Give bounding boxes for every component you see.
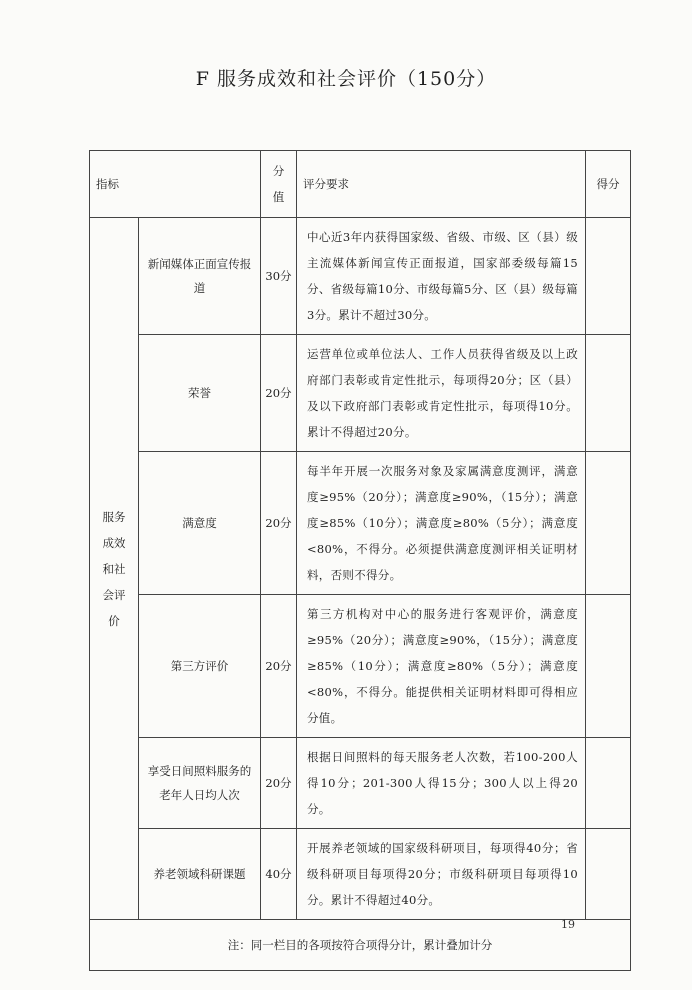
indicator-name: 满意度	[139, 452, 261, 595]
table-row	[90, 218, 631, 335]
note-row	[90, 920, 631, 971]
header-score: 得分	[586, 151, 631, 218]
indicator-points: 40分	[261, 829, 297, 920]
indicator-requirement: 每半年开展一次服务对象及家属满意度测评，满意度≥95%（20分）；满意度≥90%，（15分）；满意度≥85%（10分）；满意度≥80%（5分）；满意度<80%，不得分。必须提供满意度测评相关证明材料，否则不得分。	[297, 452, 586, 595]
indicator-requirement: 运营单位或单位法人、工作人员获得省级及以上政府部门表彰或肯定性批示，每项得20分；区（县）及以下政府部门表彰或肯定性批示，每项得10分。累计不得超过20分。	[297, 335, 586, 452]
indicator-name: 养老领域科研课题	[139, 829, 261, 920]
indicator-name: 享受日间照料服务的老年人日均人次	[139, 738, 261, 829]
score-cell[interactable]	[586, 452, 631, 595]
score-cell[interactable]	[586, 595, 631, 738]
header-requirement: 评分要求	[297, 151, 586, 218]
indicator-requirement: 开展养老领域的国家级科研项目，每项得40分；省级科研项目每项得20分；市级科研项目每项得10分。累计不得超过40分。	[297, 829, 586, 920]
table-header-row	[90, 151, 631, 218]
table-row	[90, 738, 631, 829]
indicator-name: 新闻媒体正面宣传报道	[139, 218, 261, 335]
table-row	[90, 595, 631, 738]
indicator-requirement: 第三方机构对中心的服务进行客观评价，满意度≥95%（20分）；满意度≥90%，（15分）；满意度≥85%（10分）；满意度≥80%（5分）；满意度<80%，不得分。能提供相关证明材料即可得相应分值。	[297, 595, 586, 738]
category-label: 服务 成效 和社 会评 价	[90, 218, 139, 920]
indicator-points: 30分	[261, 218, 297, 335]
indicator-name: 第三方评价	[139, 595, 261, 738]
indicator-points: 20分	[261, 595, 297, 738]
indicator-points: 20分	[261, 452, 297, 595]
indicator-requirement: 中心近3年内获得国家级、省级、市级、区（县）级主流媒体新闻宣传正面报道，国家部委级每篇15分、省级每篇10分、市级每篇5分、区（县）级每篇3分。累计不超过30分。	[297, 218, 586, 335]
score-cell[interactable]	[586, 829, 631, 920]
score-cell[interactable]	[586, 335, 631, 452]
table-note: 注：同一栏目的各项按符合项得分计，累计叠加计分	[90, 920, 631, 971]
header-points: 分 值	[261, 151, 297, 218]
indicator-requirement: 根据日间照料的每天服务老人次数，若100-200人得10分；201-300人得15分；300人以上得20分。	[297, 738, 586, 829]
indicator-points: 20分	[261, 738, 297, 829]
score-cell[interactable]	[586, 218, 631, 335]
evaluation-table	[89, 150, 631, 971]
table-row	[90, 335, 631, 452]
table-row	[90, 829, 631, 920]
page-number: 19	[561, 918, 575, 931]
indicator-name: 荣誉	[139, 335, 261, 452]
table-row	[90, 452, 631, 595]
score-cell[interactable]	[586, 738, 631, 829]
indicator-points: 20分	[261, 335, 297, 452]
header-indicator: 指标	[90, 151, 261, 218]
page-title: F 服务成效和社会评价（150分）	[195, 68, 497, 90]
